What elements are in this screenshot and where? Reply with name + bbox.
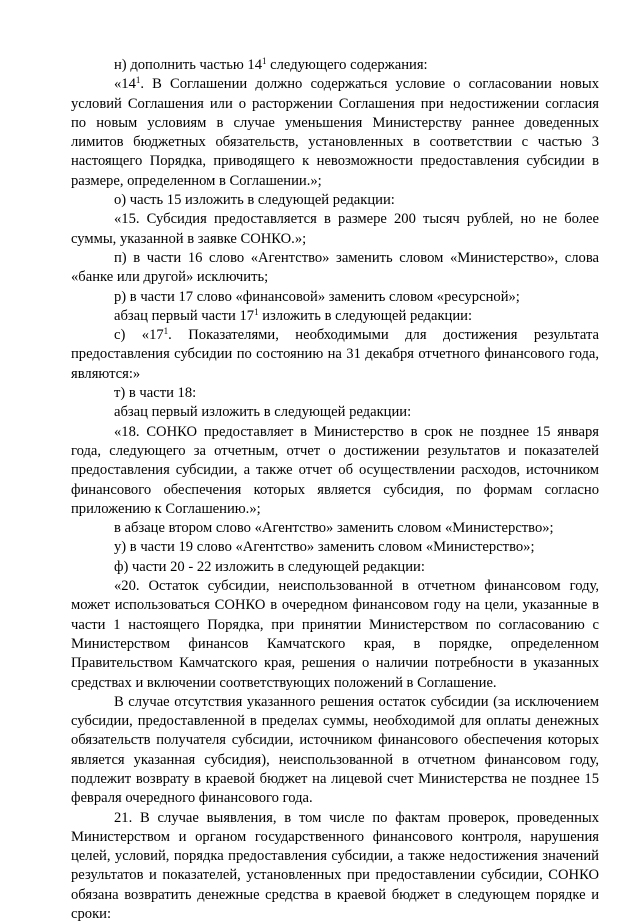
paragraph: п) в части 16 слово «Агентство» заменить словом «Министерство», слова «банке или другой» исключить;	[71, 249, 599, 286]
superscript: 1	[135, 75, 141, 86]
paragraph: с) «$17^1$. Показателями, необходимыми для достижения результата предоставления субсидии по состоянию на 31 декабря отчетного финансового года, являются:»	[71, 326, 599, 382]
paragraph: р) в части 17 слово «финансовой» заменить словом «ресурсной»;	[114, 288, 520, 305]
paragraph: в абзаце втором слово «Агентство» заменить словом «Министерство»;	[114, 520, 554, 537]
paragraph: «20. Остаток субсидии, неиспользованной в отчетном финансовом году, может использоваться СОНКО в очередном финансовом году на цели, указанные в части 1 настоящего Порядка, при принятии Министерством по согласованию с Министерством финансов Камчатского края, в порядке, определенном Правительством Камчатского края, решения о наличии потребности в указанных средствах и включении соответствующих положений в Соглашение.	[71, 578, 599, 691]
paragraph: абзац первый части $17^1$ изложить в следующей редакции:	[114, 306, 473, 324]
paragraph: ф) части 20 - 22 изложить в следующей редакции:	[114, 558, 425, 575]
paragraph: «15. Субсидия предоставляется в размере 200 тысяч рублей, но не более суммы, указанной в заявке СОНКО.»;	[71, 211, 599, 247]
paragraph: абзац первый изложить в следующей редакции:	[114, 404, 412, 421]
paragraph: В случае отсутствия указанного решения остаток субсидии (за исключением субсидии, предоставленной в пределах суммы, необходимой для оплаты денежных обязательств получателя субсидии, источником финансового обеспечения которых является указанная субсидия), неиспользованной в отчетном финансовом году, подлежит возврату в краевой бюджет на лицевой счет Министерства не позднее 15 февраля очередного финансового года.	[71, 693, 599, 807]
paragraph: н) дополнить частью $14^1$ следующего содержания:	[114, 56, 428, 73]
paragraph: «18. СОНКО предоставляет в Министерство в срок не позднее 15 января года, следующего за отчетным, отчет о достижении результатов и показателей предоставления субсидии, а также отчет об осуществлении расходов, источником финансового обеспечения которых является субсидия, по формам согласно приложению к Соглашению.»;	[71, 423, 599, 517]
paragraph: у) в части 19 слово «Агентство» заменить словом «Министерство»;	[114, 539, 535, 556]
paragraph: о) часть 15 изложить в следующей редакции:	[114, 192, 395, 209]
paragraph: 21. В случае выявления, в том числе по фактам проверок, проведенных Министерством и органом государственного финансового контроля, нарушения целей, условий, порядка предоставления субсидии, а также недостижения значений результатов и показателей, установленных при предоставлении субсидии, СОНКО обязана возвратить денежные средства в краевой бюджет в следующем порядке и сроки:	[71, 809, 599, 923]
superscript: 1	[262, 56, 267, 66]
superscript: 1	[163, 326, 169, 337]
superscript: 1	[254, 306, 259, 317]
paragraph: «$14^1$. В Соглашении должно содержаться условие о согласовании новых условий Соглашения или о расторжении Соглашения при недостижении согласия по новым условиям в случае уменьшения Министерству раннее доведенных лимитов бюджетных обязательств, установленных в соответствии с частью 3 настоящего Порядка, приводящего к невозможности предоставления субсидии в размере, определенном в Соглашении.»;	[71, 75, 599, 189]
paragraph: т) в части 18:	[114, 385, 197, 402]
